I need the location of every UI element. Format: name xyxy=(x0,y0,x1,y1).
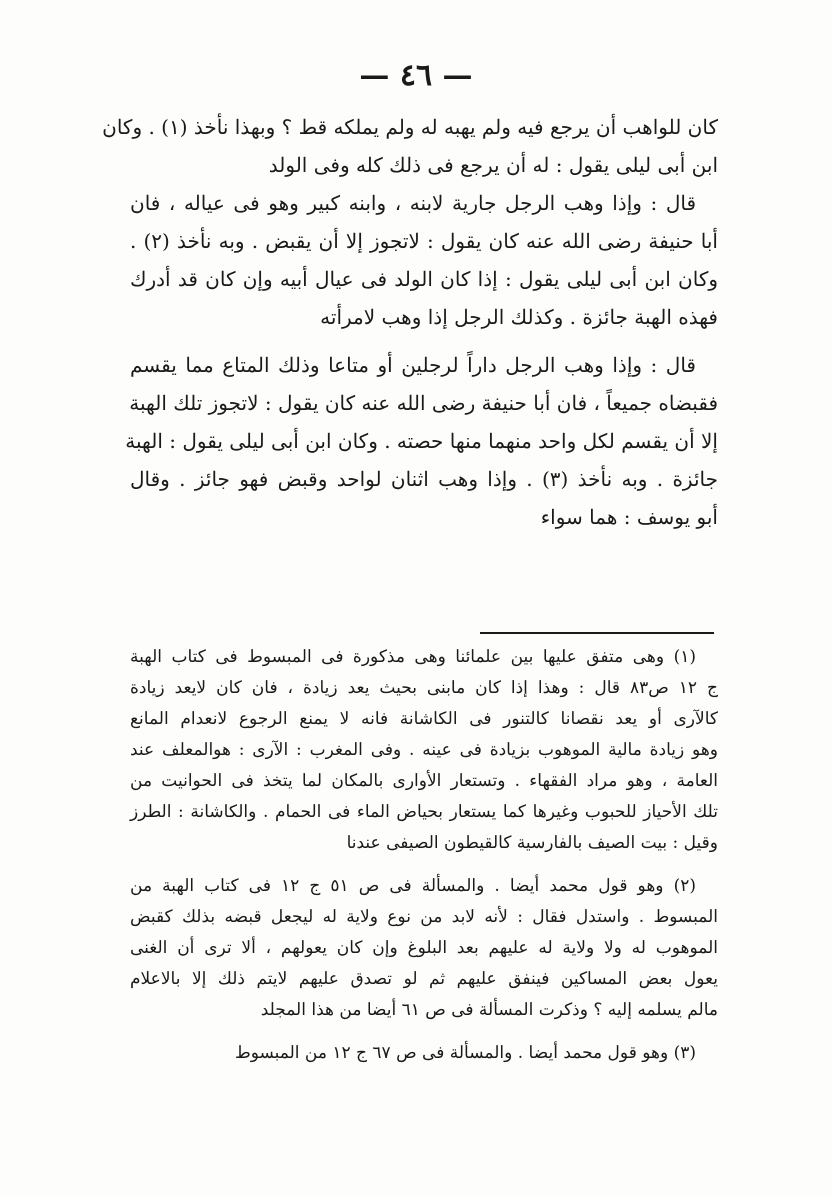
footnote-line: تلك الأحياز للحبوب وغيرها كما يستعار بحياض الماء فى الحمام . والكاشانة : الطرز xyxy=(130,802,718,822)
footnote-line: وهو زيادة مالية الموهوب بزيادة فى عينه . وفى المغرب : الآرى : هوالمعلف عند xyxy=(130,740,718,760)
main-text xyxy=(102,108,718,536)
text-line: أبا حنيفة رضى الله عنه كان يقول : لاتجوز إلا أن يقبض . وبه نأخذ (٢) . xyxy=(130,229,718,253)
footnote-divider xyxy=(480,632,714,634)
footnote-line: الموهوب له ولا ولاية له عليهم بعد البلوغ وإن كان يعولهم ، ألا ترى أن الغنى xyxy=(130,938,718,958)
footnote-line: (٢) وهو قول محمد أيضا . والمسألة فى ص ٥١ ج ١٢ فى كتاب الهبة من xyxy=(130,876,697,896)
text-line: إلا أن يقسم لكل واحد منهما منها حصته . وكان ابن أبى ليلى يقول : الهبة xyxy=(125,429,718,453)
footnote-line: يعول بعض المساكين فينفق عليهم ثم لو تصدق عليهم لايتم ذلك إلا بالاعلام xyxy=(130,969,718,989)
footnote-line: مالم يسلمه إليه ؟ وذكرت المسألة فى ص ٦١ أيضا من هذا المجلد xyxy=(260,1000,718,1020)
text-line: قال : وإذا وهب الرجل جارية لابنه ، وابنه كبير وهو فى عياله ، فان xyxy=(130,191,696,215)
text-line: ابن أبى ليلى يقول : له أن يرجع فى ذلك كله وفى الولد xyxy=(268,153,718,177)
footnote-line: وقيل : بيت الصيف بالفارسية كالقيطون الصيفى عندنا xyxy=(346,833,718,853)
page-number: — ٤٦ — xyxy=(359,58,473,93)
text-line: فقبضاه جميعاً ، فان أبا حنيفة رضى الله عنه كان يقول : لاتجوز تلك الهبة xyxy=(129,391,718,415)
footnote-line: (١) وهى متفق عليها بين علمائنا وهى مذكورة فى المبسوط فى كتاب الهبة xyxy=(130,647,696,667)
footnotes xyxy=(130,642,718,1069)
text-line: وكان ابن أبى ليلى يقول : إذا كان الولد فى عيال أبيه وإن كان قد أدرك xyxy=(130,267,718,291)
text-line: جائزة . وبه نأخذ (٣) . وإذا وهب اثنان لواحد وقبض فهو جائز . وقال xyxy=(130,467,718,491)
footnote-line: (٣) وهو قول محمد أيضا . والمسألة فى ص ٦٧ ج ١٢ من المبسوط xyxy=(234,1043,696,1063)
text-line: كان للواهب أن يرجع فيه ولم يهبه له ولم يملكه قط ؟ وبهذا نأخذ (١) . وكان xyxy=(102,115,718,139)
text-line: أبو يوسف : هما سواء xyxy=(540,505,718,529)
footnote-line: كالآرى أو يعد نقصانا كالتنور فى الكاشانة فانه لا يمنع الرجوع لانعدام المانع xyxy=(130,709,718,729)
text-line: فهذه الهبة جائزة . وكذلك الرجل إذا وهب لامرأته xyxy=(320,305,718,329)
footnote-line: العامة ، وهو مراد الفقهاء . وتستعار الأوارى بالمكان لما يتخذ فى الحوانيت من xyxy=(130,771,718,791)
footnote-line: ج ١٢ ص٨٣ قال : وهذا إذا كان مابنى بحيث يعد زيادة ، فان كان لايعد زيادة xyxy=(130,678,718,698)
text-line: قال : وإذا وهب الرجل داراً لرجلين أو متاعا وذلك المتاع مما يقسم xyxy=(130,353,696,377)
footnote-line: المبسوط . واستدل فقال : لأنه لابد من نوع ولاية له ليجعل قبضه بذلك كقبض xyxy=(130,907,718,927)
